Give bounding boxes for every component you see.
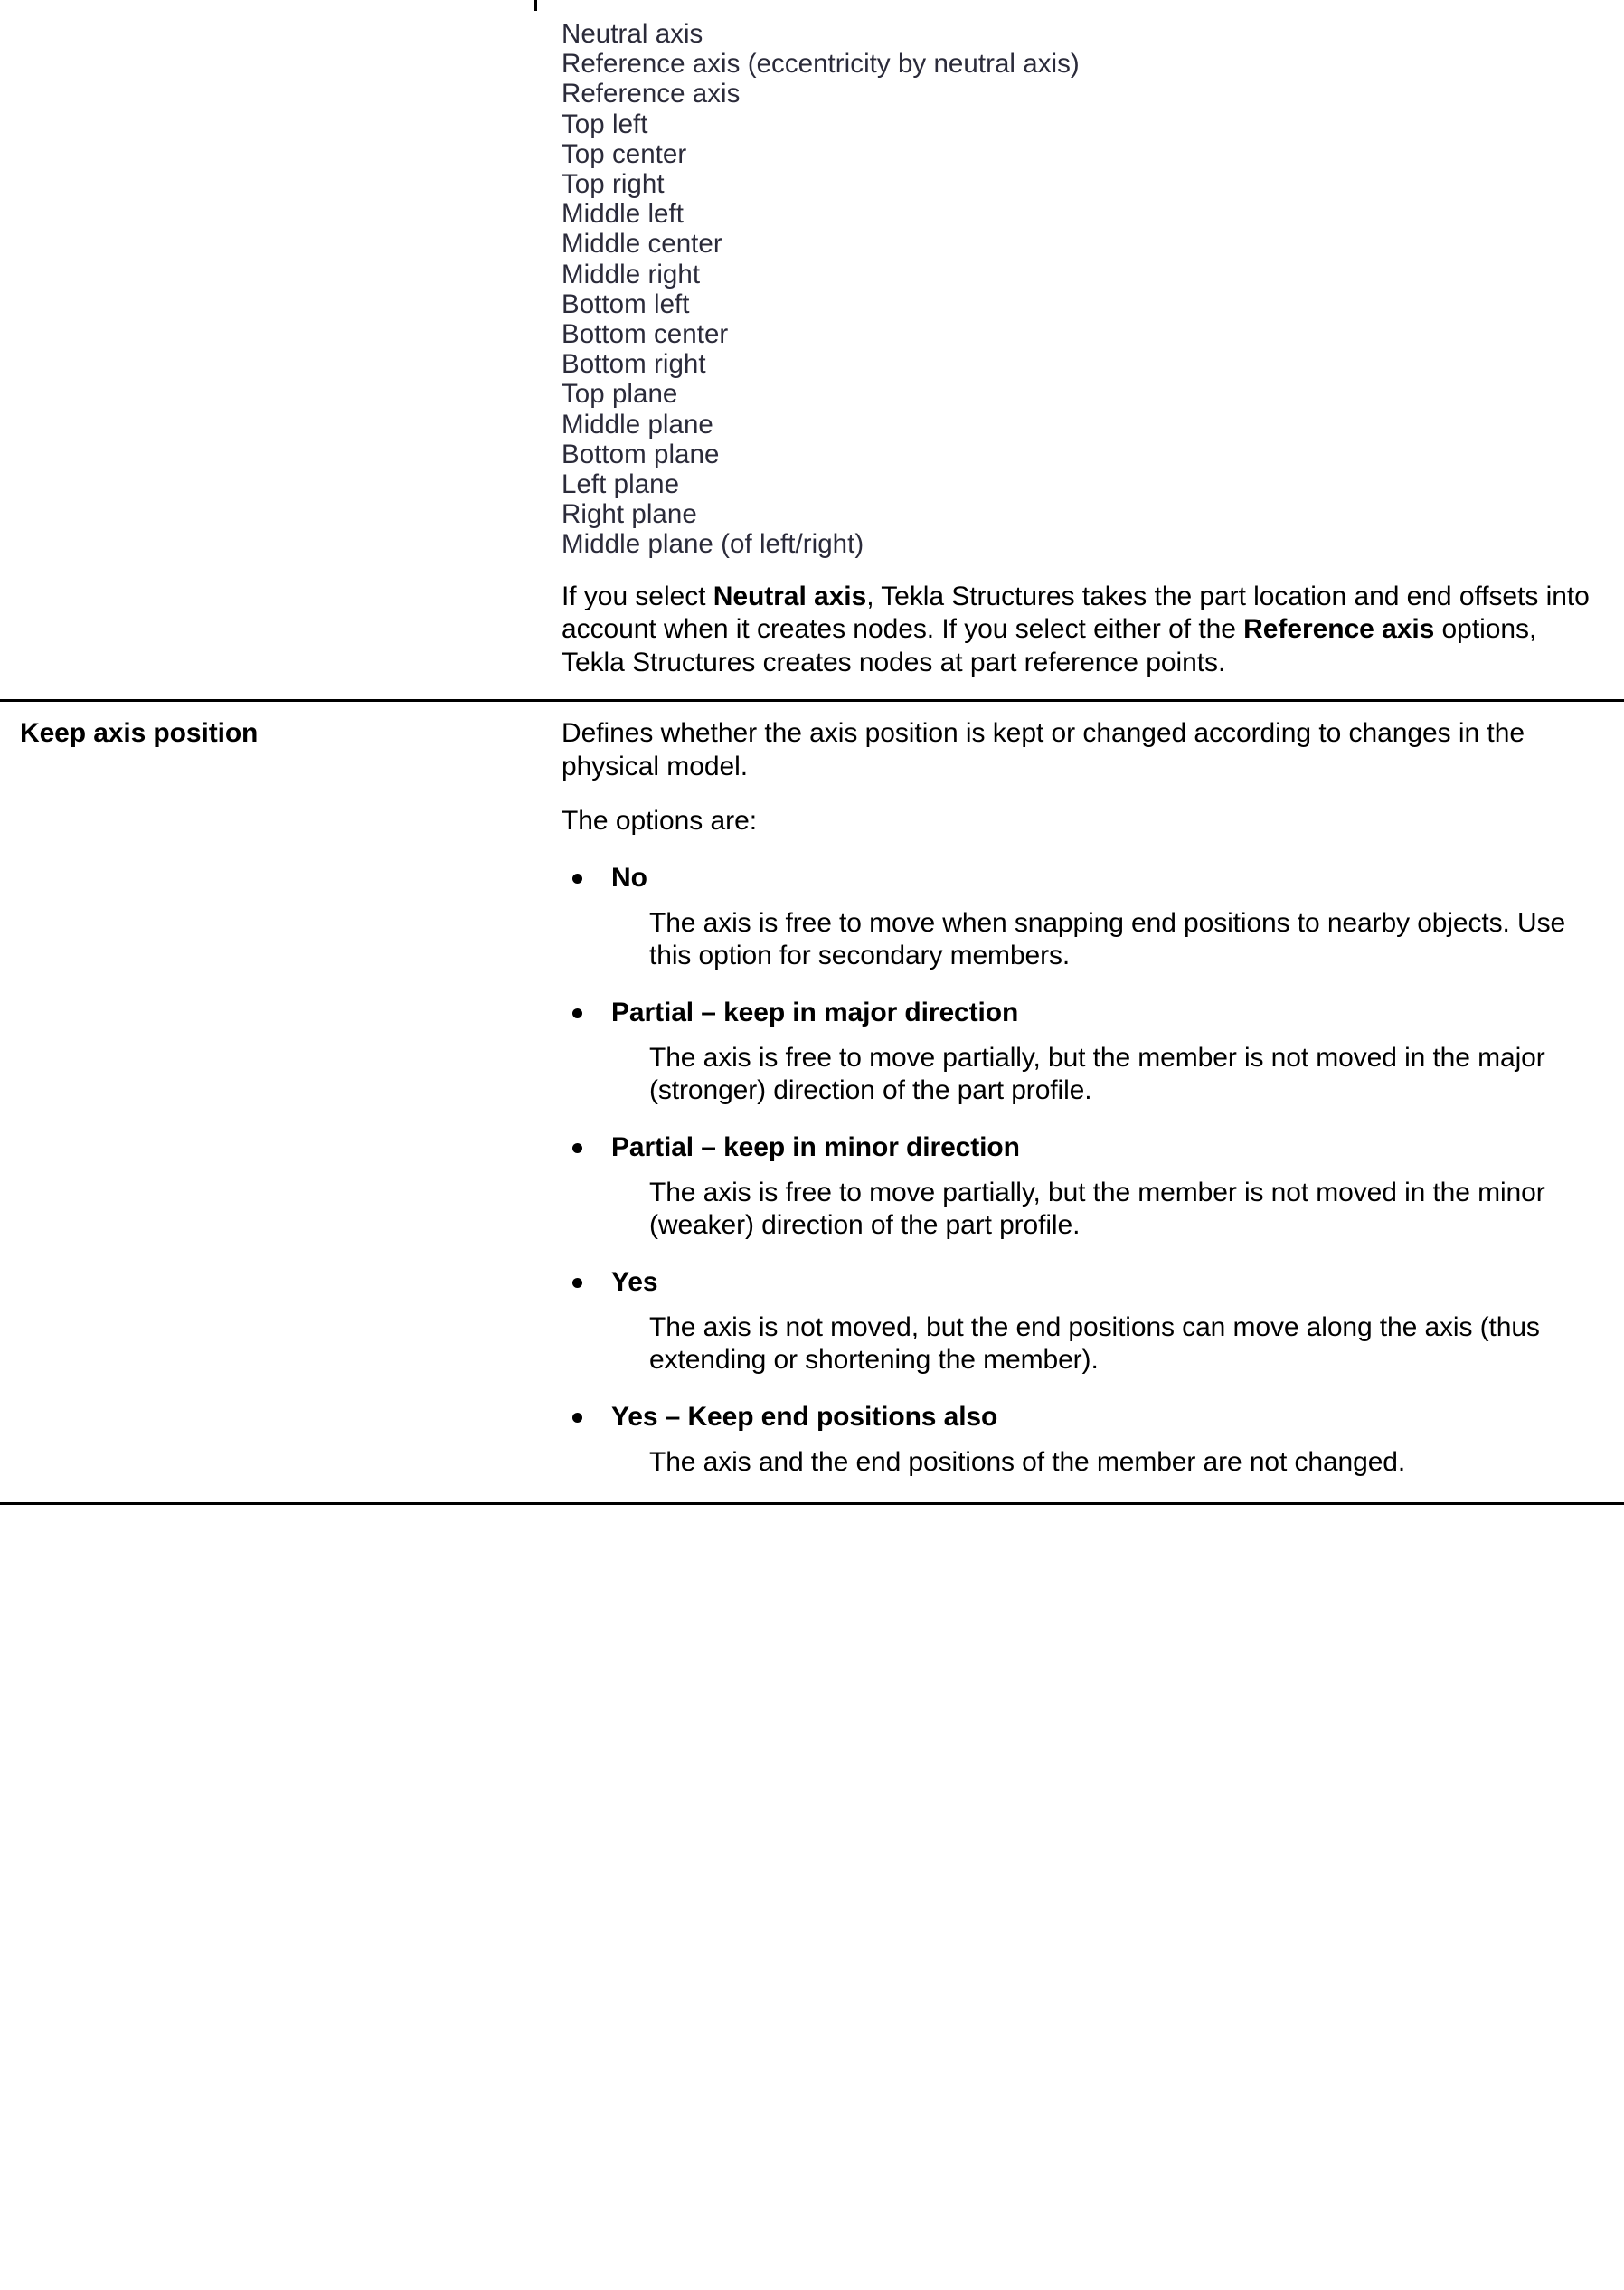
list-item[interactable]: Reference axis xyxy=(562,79,741,109)
list-item[interactable]: Bottom center xyxy=(562,319,729,350)
term-cell-keep-axis-position xyxy=(0,701,536,1504)
bullet-icon xyxy=(572,1413,582,1423)
paragraph-text-part-2: , Tekla Structures takes the part location and end offsets into account when it creates nodes. If you select either of the xyxy=(562,581,1590,645)
option-description: The axis is not moved, but the end positions can move along the axis (thus extending or shortening the member). xyxy=(649,1311,1540,1376)
description-inner xyxy=(536,702,1624,1502)
options-reference-table xyxy=(0,10,1624,1505)
term-inner xyxy=(0,702,536,750)
spacer xyxy=(562,560,1597,581)
description-cell-axis-location xyxy=(536,10,1624,701)
keep-axis-option-list xyxy=(562,862,1597,1480)
term-inner xyxy=(0,10,536,25)
option-description: The axis is free to move when snapping end positions to nearby objects. Use this option for secondary members. xyxy=(649,907,1566,971)
list-item[interactable]: Middle right xyxy=(562,259,701,289)
list-item xyxy=(562,997,1597,1108)
bullet-icon xyxy=(572,1143,582,1153)
list-item[interactable]: Middle left xyxy=(562,199,684,230)
paragraph-text-part-3: options, Tekla Structures creates nodes at part reference points. xyxy=(562,614,1537,677)
axis-location-option-list xyxy=(562,19,1597,560)
option-description: The axis is free to move partially, but the member is not moved in the minor (weaker) direction of the part profile. xyxy=(649,1177,1545,1241)
list-item[interactable]: Left plane xyxy=(562,469,680,500)
list-item[interactable]: Bottom plane xyxy=(562,439,720,469)
option-title: Partial – keep in major direction xyxy=(611,997,1019,1027)
bullet-icon xyxy=(572,1278,582,1288)
list-item xyxy=(562,1131,1597,1243)
bullet-icon xyxy=(572,1008,582,1018)
list-item[interactable]: Middle plane xyxy=(562,409,713,440)
term-cell-axis-location xyxy=(0,10,536,701)
list-item[interactable]: Top center xyxy=(562,138,687,169)
list-item[interactable]: Bottom left xyxy=(562,289,690,319)
emphasis-reference-axis: Reference axis xyxy=(1243,614,1435,645)
option-description: The axis is free to move partially, but the member is not moved in the major (stronger) direction of the part profile. xyxy=(649,1042,1545,1106)
option-title: No xyxy=(611,862,647,893)
list-item[interactable]: Bottom right xyxy=(562,349,706,380)
option-title: Partial – keep in minor direction xyxy=(611,1131,1020,1162)
list-item xyxy=(562,1401,1597,1480)
bullet-icon xyxy=(572,874,582,884)
option-description: The axis and the end positions of the member are not changed. xyxy=(649,1446,1406,1477)
option-title: Yes xyxy=(611,1266,658,1297)
list-item[interactable]: Reference axis (eccentricity by neutral axis) xyxy=(562,49,1080,80)
list-item xyxy=(562,1266,1597,1377)
emphasis-neutral-axis: Neutral axis xyxy=(713,581,867,611)
paragraph-options-lead: The options are: xyxy=(562,806,757,837)
paragraph-neutral-axis-note xyxy=(562,581,1597,680)
paragraph-keep-axis-intro: Defines whether the axis position is kept or changed according to changes in the physical model. xyxy=(562,718,1525,781)
list-item[interactable]: Top right xyxy=(562,169,665,200)
table-row-keep-axis-position xyxy=(0,701,1624,1504)
list-item xyxy=(562,862,1597,973)
term-label-keep-axis-position: Keep axis position xyxy=(20,718,259,749)
list-item[interactable]: Neutral axis xyxy=(562,19,703,49)
list-item[interactable]: Top plane xyxy=(562,379,678,410)
table-row-axis-location xyxy=(0,10,1624,701)
description-inner xyxy=(536,10,1624,699)
list-item[interactable]: Middle center xyxy=(562,229,722,260)
list-item[interactable]: Right plane xyxy=(562,499,697,530)
option-title: Yes – Keep end positions also xyxy=(611,1401,998,1432)
paragraph-text-part-1: If you select xyxy=(562,581,713,611)
list-item[interactable]: Top left xyxy=(562,109,648,139)
list-item[interactable]: Middle plane (of left/right) xyxy=(562,529,864,560)
description-cell-keep-axis-position xyxy=(536,701,1624,1504)
